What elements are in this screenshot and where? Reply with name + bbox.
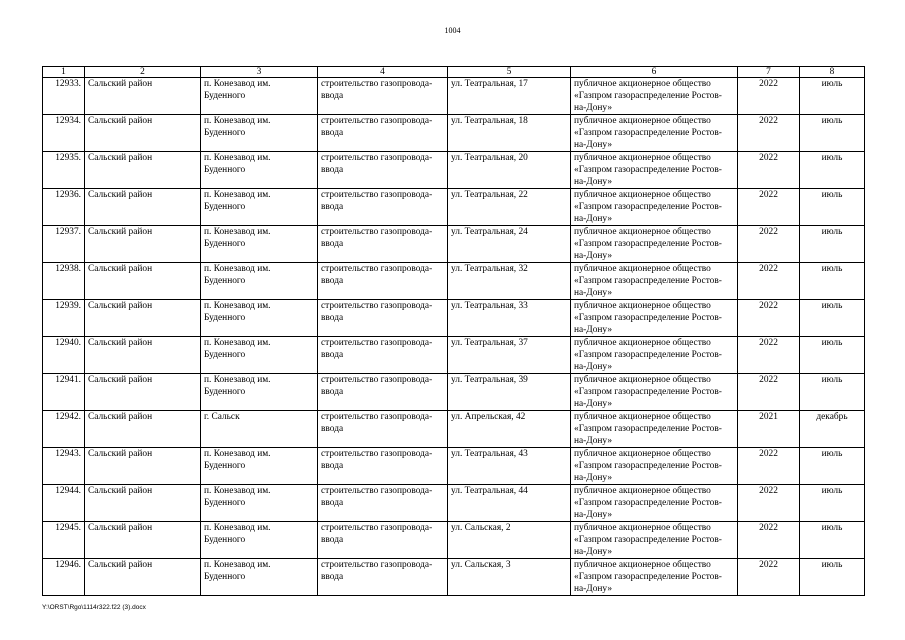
- month-cell: июль: [800, 448, 865, 485]
- table-row: [43, 374, 865, 411]
- registry-table: [42, 66, 865, 596]
- table-header-row: [43, 67, 865, 78]
- settlement-cell: п. Конезавод им. Буденного: [201, 226, 318, 263]
- page-number: 1004: [444, 26, 461, 35]
- month-cell: июль: [800, 485, 865, 522]
- address-cell: ул. Театральная, 39: [448, 374, 571, 411]
- row-number-cell: 12944.: [43, 485, 85, 522]
- work-type-cell: строительство газопровода-ввода: [318, 522, 448, 559]
- month-cell: декабрь: [800, 411, 865, 448]
- settlement-cell: п. Конезавод им. Буденного: [201, 485, 318, 522]
- table-row: [43, 559, 865, 596]
- address-cell: ул. Театральная, 22: [448, 189, 571, 226]
- row-number-cell: 12936.: [43, 189, 85, 226]
- organization-cell: публичное акционерное общество «Газпром газораспределение Ростов-на-Дону»: [571, 337, 738, 374]
- column-header: 4: [318, 67, 448, 78]
- table-row: [43, 300, 865, 337]
- work-type-cell: строительство газопровода-ввода: [318, 374, 448, 411]
- work-type-cell: строительство газопровода-ввода: [318, 263, 448, 300]
- organization-cell: публичное акционерное общество «Газпром газораспределение Ростов-на-Дону»: [571, 78, 738, 115]
- district-cell: Сальский район: [85, 448, 201, 485]
- district-cell: Сальский район: [85, 411, 201, 448]
- row-number-cell: 12939.: [43, 300, 85, 337]
- month-cell: июль: [800, 115, 865, 152]
- row-number-cell: 12940.: [43, 337, 85, 374]
- settlement-cell: п. Конезавод им. Буденного: [201, 559, 318, 596]
- district-cell: Сальский район: [85, 226, 201, 263]
- address-cell: ул. Театральная, 17: [448, 78, 571, 115]
- organization-cell: публичное акционерное общество «Газпром газораспределение Ростов-на-Дону»: [571, 189, 738, 226]
- table-row: [43, 485, 865, 522]
- address-cell: ул. Сальская, 3: [448, 559, 571, 596]
- organization-cell: публичное акционерное общество «Газпром газораспределение Ростов-на-Дону»: [571, 263, 738, 300]
- row-number-cell: 12938.: [43, 263, 85, 300]
- address-cell: ул. Театральная, 24: [448, 226, 571, 263]
- row-number-cell: 12941.: [43, 374, 85, 411]
- address-cell: ул. Театральная, 44: [448, 485, 571, 522]
- district-cell: Сальский район: [85, 115, 201, 152]
- district-cell: Сальский район: [85, 485, 201, 522]
- district-cell: Сальский район: [85, 337, 201, 374]
- district-cell: Сальский район: [85, 263, 201, 300]
- work-type-cell: строительство газопровода-ввода: [318, 559, 448, 596]
- address-cell: ул. Апрельская, 42: [448, 411, 571, 448]
- address-cell: ул. Театральная, 37: [448, 337, 571, 374]
- month-cell: июль: [800, 337, 865, 374]
- settlement-cell: п. Конезавод им. Буденного: [201, 300, 318, 337]
- month-cell: июль: [800, 226, 865, 263]
- year-cell: 2022: [738, 374, 800, 411]
- row-number-cell: 12943.: [43, 448, 85, 485]
- column-header: 7: [738, 67, 800, 78]
- work-type-cell: строительство газопровода-ввода: [318, 78, 448, 115]
- year-cell: 2022: [738, 337, 800, 374]
- row-number-cell: 12942.: [43, 411, 85, 448]
- column-header: 2: [85, 67, 201, 78]
- settlement-cell: п. Конезавод им. Буденного: [201, 448, 318, 485]
- organization-cell: публичное акционерное общество «Газпром газораспределение Ростов-на-Дону»: [571, 300, 738, 337]
- settlement-cell: п. Конезавод им. Буденного: [201, 152, 318, 189]
- year-cell: 2022: [738, 485, 800, 522]
- table-body: [43, 78, 865, 596]
- address-cell: ул. Театральная, 20: [448, 152, 571, 189]
- year-cell: 2022: [738, 226, 800, 263]
- month-cell: июль: [800, 522, 865, 559]
- column-header: 8: [800, 67, 865, 78]
- table-row: [43, 411, 865, 448]
- column-header: 1: [43, 67, 85, 78]
- year-cell: 2022: [738, 448, 800, 485]
- month-cell: июль: [800, 189, 865, 226]
- settlement-cell: п. Конезавод им. Буденного: [201, 115, 318, 152]
- organization-cell: публичное акционерное общество «Газпром газораспределение Ростов-на-Дону»: [571, 559, 738, 596]
- table-row: [43, 78, 865, 115]
- settlement-cell: г. Сальск: [201, 411, 318, 448]
- organization-cell: публичное акционерное общество «Газпром газораспределение Ростов-на-Дону»: [571, 522, 738, 559]
- organization-cell: публичное акционерное общество «Газпром газораспределение Ростов-на-Дону»: [571, 226, 738, 263]
- month-cell: июль: [800, 559, 865, 596]
- table-row: [43, 263, 865, 300]
- year-cell: 2021: [738, 411, 800, 448]
- settlement-cell: п. Конезавод им. Буденного: [201, 78, 318, 115]
- row-number-cell: 12937.: [43, 226, 85, 263]
- district-cell: Сальский район: [85, 374, 201, 411]
- work-type-cell: строительство газопровода-ввода: [318, 337, 448, 374]
- month-cell: июль: [800, 78, 865, 115]
- row-number-cell: 12945.: [43, 522, 85, 559]
- work-type-cell: строительство газопровода-ввода: [318, 448, 448, 485]
- address-cell: ул. Театральная, 43: [448, 448, 571, 485]
- year-cell: 2022: [738, 300, 800, 337]
- settlement-cell: п. Конезавод им. Буденного: [201, 263, 318, 300]
- organization-cell: публичное акционерное общество «Газпром газораспределение Ростов-на-Дону»: [571, 374, 738, 411]
- work-type-cell: строительство газопровода-ввода: [318, 152, 448, 189]
- year-cell: 2022: [738, 152, 800, 189]
- month-cell: июль: [800, 374, 865, 411]
- settlement-cell: п. Конезавод им. Буденного: [201, 374, 318, 411]
- district-cell: Сальский район: [85, 559, 201, 596]
- year-cell: 2022: [738, 559, 800, 596]
- address-cell: ул. Театральная, 33: [448, 300, 571, 337]
- table-row: [43, 115, 865, 152]
- organization-cell: публичное акционерное общество «Газпром газораспределение Ростов-на-Дону»: [571, 152, 738, 189]
- month-cell: июль: [800, 152, 865, 189]
- year-cell: 2022: [738, 522, 800, 559]
- organization-cell: публичное акционерное общество «Газпром газораспределение Ростов-на-Дону»: [571, 448, 738, 485]
- table-row: [43, 226, 865, 263]
- row-number-cell: 12934.: [43, 115, 85, 152]
- column-header: 6: [571, 67, 738, 78]
- work-type-cell: строительство газопровода-ввода: [318, 300, 448, 337]
- organization-cell: публичное акционерное общество «Газпром газораспределение Ростов-на-Дону»: [571, 115, 738, 152]
- district-cell: Сальский район: [85, 152, 201, 189]
- month-cell: июль: [800, 263, 865, 300]
- district-cell: Сальский район: [85, 189, 201, 226]
- settlement-cell: п. Конезавод им. Буденного: [201, 522, 318, 559]
- settlement-cell: п. Конезавод им. Буденного: [201, 189, 318, 226]
- organization-cell: публичное акционерное общество «Газпром газораспределение Ростов-на-Дону»: [571, 411, 738, 448]
- row-number-cell: 12933.: [43, 78, 85, 115]
- year-cell: 2022: [738, 78, 800, 115]
- address-cell: ул. Театральная, 32: [448, 263, 571, 300]
- year-cell: 2022: [738, 115, 800, 152]
- district-cell: Сальский район: [85, 522, 201, 559]
- row-number-cell: 12935.: [43, 152, 85, 189]
- work-type-cell: строительство газопровода-ввода: [318, 189, 448, 226]
- address-cell: ул. Театральная, 18: [448, 115, 571, 152]
- district-cell: Сальский район: [85, 300, 201, 337]
- footer-file-path: Y:\ORST\Rgo\1114r322.f22 (3).docx: [42, 604, 146, 611]
- year-cell: 2022: [738, 263, 800, 300]
- work-type-cell: строительство газопровода-ввода: [318, 115, 448, 152]
- table-row: [43, 152, 865, 189]
- table-row: [43, 189, 865, 226]
- row-number-cell: 12946.: [43, 559, 85, 596]
- table-row: [43, 337, 865, 374]
- column-header: 3: [201, 67, 318, 78]
- table-row: [43, 522, 865, 559]
- settlement-cell: п. Конезавод им. Буденного: [201, 337, 318, 374]
- year-cell: 2022: [738, 189, 800, 226]
- work-type-cell: строительство газопровода-ввода: [318, 485, 448, 522]
- table-row: [43, 448, 865, 485]
- address-cell: ул. Сальская, 2: [448, 522, 571, 559]
- month-cell: июль: [800, 300, 865, 337]
- column-header: 5: [448, 67, 571, 78]
- district-cell: Сальский район: [85, 78, 201, 115]
- work-type-cell: строительство газопровода-ввода: [318, 411, 448, 448]
- work-type-cell: строительство газопровода-ввода: [318, 226, 448, 263]
- organization-cell: публичное акционерное общество «Газпром газораспределение Ростов-на-Дону»: [571, 485, 738, 522]
